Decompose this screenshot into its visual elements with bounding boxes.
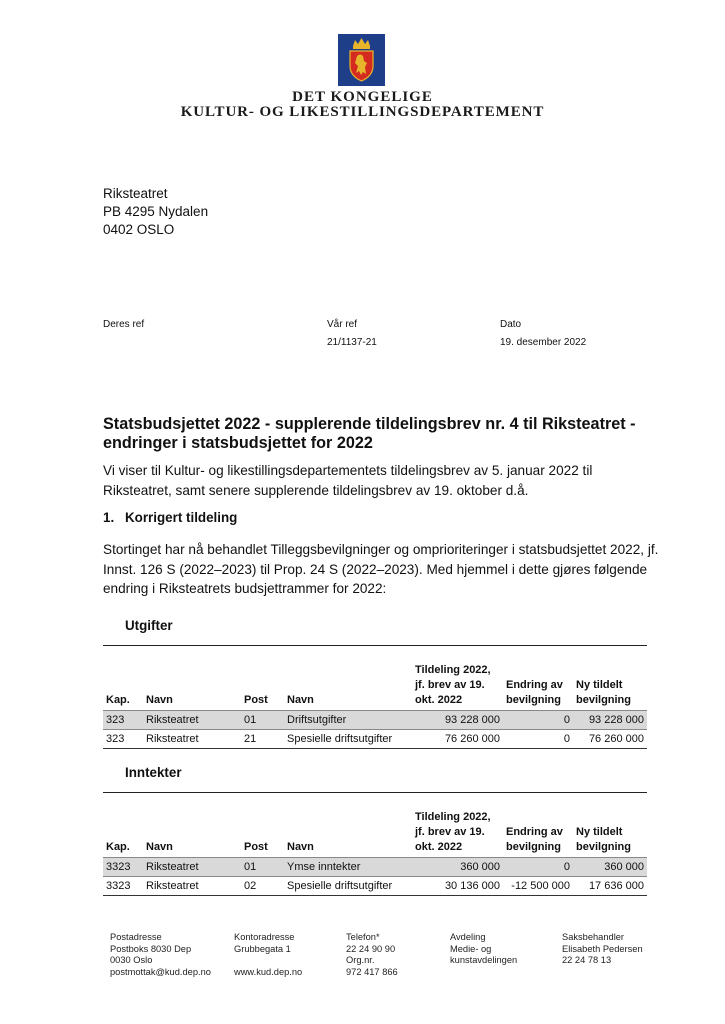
- section-paragraph: Stortinget har nå behandlet Tilleggsbevilgninger og omprioriteringer i statsbudsjettet 2022, jf. Innst. 126 S (2022–2023) til Prop. 24 S (2022–2023). Med hjemmel i dette gjøres følgende endring i Riksteatrets budsjettrammer for 2022:: [103, 542, 659, 596]
- dato-value: 19. desember 2022: [500, 337, 587, 348]
- letter-title: Statsbudsjettet 2022 - supplerende tildelingsbrev nr. 4 til Riksteatret - endringer i statsbudsjettet for 2022: [103, 415, 636, 452]
- recipient-name: Riksteatret: [103, 186, 168, 201]
- footer-avdeling: Avdeling Medie- og kunstavdelingen: [450, 932, 518, 965]
- recipient-street: PB 4295 Nydalen: [103, 204, 209, 219]
- utgifter-heading: Utgifter: [125, 618, 173, 633]
- footer-postadresse: Postadresse Postboks 8030 Dep 0030 Oslo postmottak@kud.dep.no: [110, 932, 211, 977]
- inntekter-table-rule: [103, 792, 647, 793]
- utgifter-table-rule: [103, 645, 647, 646]
- intro-paragraph: Vi viser til Kultur- og likestillingsdepartementets tildelingsbrev av 5. januar 2022 til Riksteatret, samt senere supplerende tildelingsbrev av 19. oktober d.å.: [103, 463, 593, 498]
- header-postnavn: Navn: [287, 694, 314, 706]
- header-tildeling: Tildeling 2022, jf. brev av 19. okt. 2022: [415, 811, 491, 853]
- header-endring: Endring av bevilgning: [506, 679, 563, 706]
- inntekter-table: [103, 810, 647, 896]
- recipient-address: [103, 185, 208, 239]
- header-post: Post: [244, 841, 268, 853]
- recipient-city: 0402 OSLO: [103, 222, 175, 237]
- header-tildeling: Tildeling 2022, jf. brev av 19. okt. 2022: [415, 664, 491, 706]
- table-row: 323 Riksteatret 01 Driftsutgifter 93 228 000 0 93 228 000: [103, 711, 647, 730]
- var-ref-label: Vår ref: [327, 319, 358, 330]
- header-kap: Kap.: [106, 694, 130, 706]
- utgifter-table: [103, 663, 647, 749]
- header-ny: Ny tildelt bevilgning: [576, 826, 631, 853]
- section-number: 1.: [103, 510, 115, 525]
- deres-ref-label: Deres ref: [103, 319, 145, 330]
- header-postnavn: Navn: [287, 841, 314, 853]
- header-post: Post: [244, 694, 268, 706]
- coat-of-arms-logo: [338, 34, 385, 86]
- header-navn: Navn: [146, 841, 173, 853]
- footer-telefon: Telefon* 22 24 90 90 Org.nr. 972 417 866: [346, 932, 398, 977]
- dato-label: Dato: [500, 319, 522, 330]
- header-ny: Ny tildelt bevilgning: [576, 679, 631, 706]
- letterhead-line-1: DET KONGELIGE: [292, 89, 433, 105]
- letterhead-line-2: KULTUR- OG LIKESTILLINGSDEPARTEMENT: [180, 104, 545, 120]
- header-kap: Kap.: [106, 841, 130, 853]
- var-ref-value: 21/1137-21: [327, 337, 377, 348]
- footer-saksbehandler: Saksbehandler Elisabeth Pedersen 22 24 78 13: [562, 932, 643, 965]
- table-row: 3323 Riksteatret 01 Ymse inntekter 360 000 0 360 000: [103, 858, 647, 877]
- section-heading: [103, 510, 237, 525]
- header-navn: Navn: [146, 694, 173, 706]
- table-header-row: [103, 663, 647, 711]
- table-row: 3323 Riksteatret 02 Spesielle driftsutgifter 30 136 000 -12 500 000 17 636 000: [103, 877, 647, 896]
- footer-kontoradresse: Kontoradresse Grubbegata 1 www.kud.dep.no: [234, 932, 303, 977]
- table-row: 323 Riksteatret 21 Spesielle driftsutgifter 76 260 000 0 76 260 000: [103, 730, 647, 749]
- inntekter-heading: Inntekter: [125, 765, 182, 780]
- header-endring: Endring av bevilgning: [506, 826, 563, 853]
- table-header-row: [103, 810, 647, 858]
- section-title: Korrigert tildeling: [125, 510, 238, 525]
